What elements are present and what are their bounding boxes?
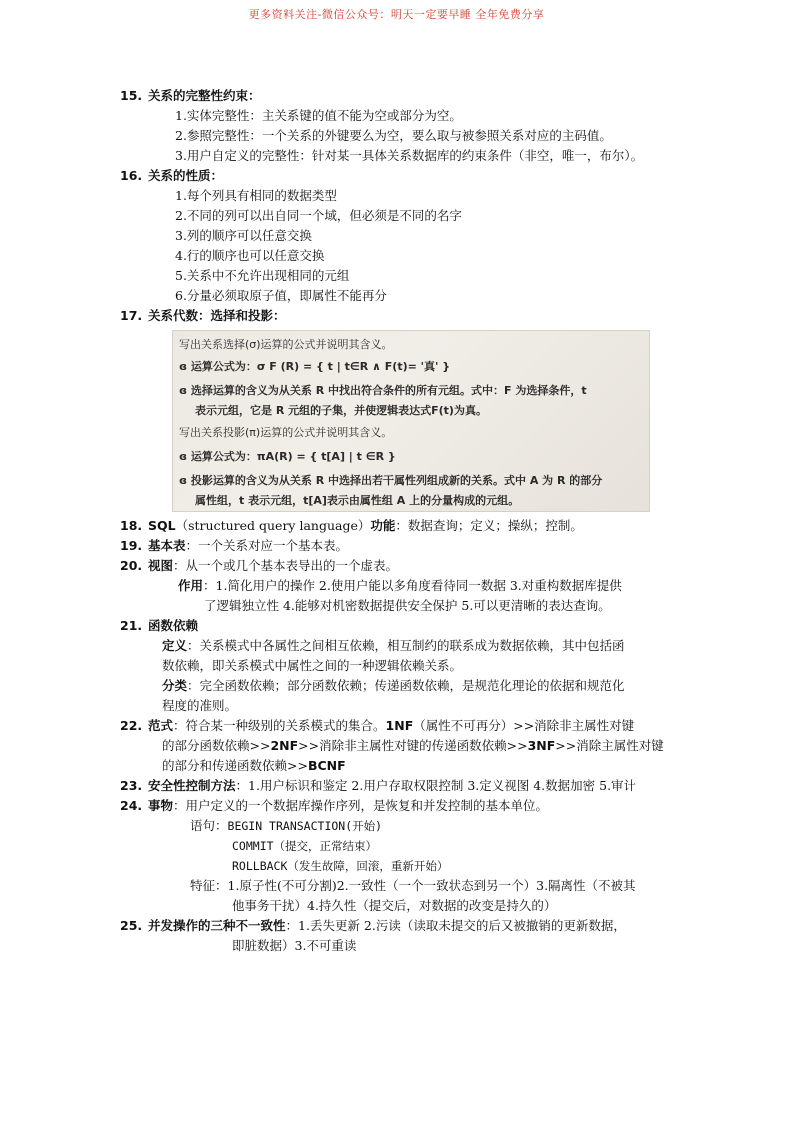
item-20 — [120, 556, 680, 616]
item-text: ：用户定义的一个数据库操作序列，是恢复和并发控制的基本单位。 — [173, 798, 549, 813]
item-21 — [120, 616, 680, 716]
item-line: 即脏数据）3.不可重读 — [232, 938, 357, 953]
item-line: 1.原子性(不可分割)2.一致性（一个一致状态到另一个）3.隔离性（不被其 — [227, 878, 636, 893]
photo-line: ɞ 选择运算的含义为从关系 R 中找出符合条件的所有元组。式中：F 为选择条件，t — [179, 384, 587, 397]
item-title: 并发操作的三种不一致性 — [148, 918, 286, 933]
item-text: 的部分函数依赖>> — [162, 738, 271, 753]
photo-line: 表示元组，它是 R 元组的子集，并使逻辑表达式F(t)为真。 — [195, 404, 487, 417]
top-banner: 更多资料关注-微信公众号：明天一定要早睡 全年免费分享 — [248, 8, 545, 21]
item-line: 数依赖，即关系模式中属性之间的一种逻辑依赖关系。 — [162, 658, 463, 673]
item-number: 18. — [120, 518, 143, 533]
item-number: 21. — [120, 618, 143, 633]
statement-commit: COMMIT（提交，正常结束） — [232, 839, 378, 853]
item-17 — [120, 306, 680, 512]
nf-label: BCNF — [307, 758, 346, 773]
item-line: 3.列的顺序可以任意交换 — [175, 228, 312, 243]
document-body — [120, 86, 680, 956]
item-line: 了逻辑独立性 4.能够对机密数据提供安全保护 5.可以更清晰的表达查询。 — [204, 598, 611, 613]
item-line: 3.用户自定义的完整性：针对某一具体关系数据库的约束条件（非空，唯一，布尔）。 — [175, 148, 644, 163]
statement-begin: BEGIN TRANSACTION(开始) — [227, 819, 383, 833]
feature-label: 特征： — [190, 878, 228, 893]
photo-line: ɞ 投影运算的含义为从关系 R 中选择出若干属性列组成新的关系。式中 A 为 R 的部分 — [179, 474, 603, 487]
item-line: 4.行的顺序也可以任意交换 — [175, 248, 325, 263]
item-23 — [120, 776, 680, 796]
item-title: 事物 — [148, 798, 174, 813]
photo-line: 写出关系选择(σ)运算的公式并说明其含义。 — [179, 338, 393, 351]
item-title: 基本表 — [148, 538, 186, 553]
definition-label: 定义 — [162, 638, 188, 653]
item-number: 23. — [120, 778, 143, 793]
nf-label: 3NF — [527, 738, 556, 753]
photo-line: 写出关系投影(π)运算的公式并说明其含义。 — [179, 426, 393, 439]
relational-algebra-photo — [172, 330, 650, 512]
item-line: 2.参照完整性：一个关系的外键要么为空，要么取与被参照关系对应的主码值。 — [175, 128, 612, 143]
photo-line: ɞ 运算公式为：πA(R) = { t[A] | t ∈R } — [179, 450, 396, 463]
item-paren: （structured query language） — [175, 518, 371, 533]
item-line: 2.不同的列可以出自同一个域，但必须是不同的名字 — [175, 208, 462, 223]
item-text: ：1.用户标识和鉴定 2.用户存取权限控制 3.定义视图 4.数据加密 5.审计 — [235, 778, 637, 793]
item-text: >>消除非主属性对键的传递函数依赖>> — [298, 738, 528, 753]
item-title: 关系代数：选择和投影： — [148, 308, 286, 323]
item-number: 17. — [120, 308, 143, 323]
nf-label: 1NF — [385, 718, 414, 733]
item-title: 函数依赖 — [148, 618, 199, 633]
item-line: 1.每个列具有相同的数据类型 — [175, 188, 337, 203]
item-line: ：关系模式中各属性之间相互依赖，相互制约的联系成为数据依赖，其中包括函 — [187, 638, 625, 653]
item-number: 22. — [120, 718, 143, 733]
item-number: 15. — [120, 88, 143, 103]
item-text: （属性不可再分）>>消除非主属性对键 — [413, 718, 635, 733]
item-22 — [120, 716, 680, 776]
item-19 — [120, 536, 680, 556]
item-line: 5.关系中不允许出现相同的元组 — [175, 268, 350, 283]
item-title: 关系的完整性约束： — [148, 88, 261, 103]
item-text: ：从一个或几个基本表导出的一个虚表。 — [173, 558, 399, 573]
item-number: 24. — [120, 798, 143, 813]
item-16 — [120, 166, 680, 306]
item-line: 6.分量必须取原子值，即属性不能再分 — [175, 288, 387, 303]
item-number: 19. — [120, 538, 143, 553]
item-text: >>消除主属性对键 — [555, 738, 664, 753]
item-title-suffix: 功能 — [370, 518, 396, 533]
item-line: ：完全函数依赖；部分函数依赖；传递函数依赖，是规范化理论的依据和规范化 — [187, 678, 625, 693]
item-line: 他事务干扰）4.持久性（提交后，对数据的改变是持久的） — [232, 898, 557, 913]
item-title: 范式 — [148, 718, 174, 733]
statement-label: 语句： — [190, 818, 228, 833]
item-title: 安全性控制方法 — [148, 778, 236, 793]
item-15 — [120, 86, 680, 166]
item-24 — [120, 796, 680, 916]
statement-rollback: ROLLBACK（发生故障，回滚，重新开始） — [232, 859, 449, 873]
item-title: 视图 — [148, 558, 174, 573]
item-text: 的部分和传递函数依赖>> — [162, 758, 308, 773]
purpose-label: 作用 — [178, 578, 204, 593]
item-18 — [120, 516, 680, 536]
nf-label: 2NF — [270, 738, 299, 753]
item-number: 20. — [120, 558, 143, 573]
item-text: ：一个关系对应一个基本表。 — [185, 538, 349, 553]
item-line: ：1.丢失更新 2.污读（读取未提交的后又被撤销的更新数据， — [285, 918, 626, 933]
item-25 — [120, 916, 680, 956]
item-text: ：数据查询；定义；操纵；控制。 — [395, 518, 583, 533]
item-line: 程度的准则。 — [162, 698, 238, 713]
classification-label: 分类 — [162, 678, 188, 693]
item-title: SQL — [148, 518, 176, 533]
item-text: ：符合某一种级别的关系模式的集合。 — [173, 718, 386, 733]
item-number: 16. — [120, 168, 143, 183]
photo-line: 属性组，t 表示元组，t[A]表示由属性组 A 上的分量构成的元组。 — [195, 494, 520, 507]
item-number: 25. — [120, 918, 143, 933]
item-line: 1.实体完整性：主关系键的值不能为空或部分为空。 — [175, 108, 462, 123]
photo-line: ɞ 运算公式为：σ F (R) = { t | t∈R ∧ F(t)= '真' } — [179, 360, 451, 373]
item-title: 关系的性质： — [148, 168, 224, 183]
item-line: ：1.简化用户的操作 2.使用户能以多角度看待同一数据 3.对重构数据库提供 — [203, 578, 622, 593]
